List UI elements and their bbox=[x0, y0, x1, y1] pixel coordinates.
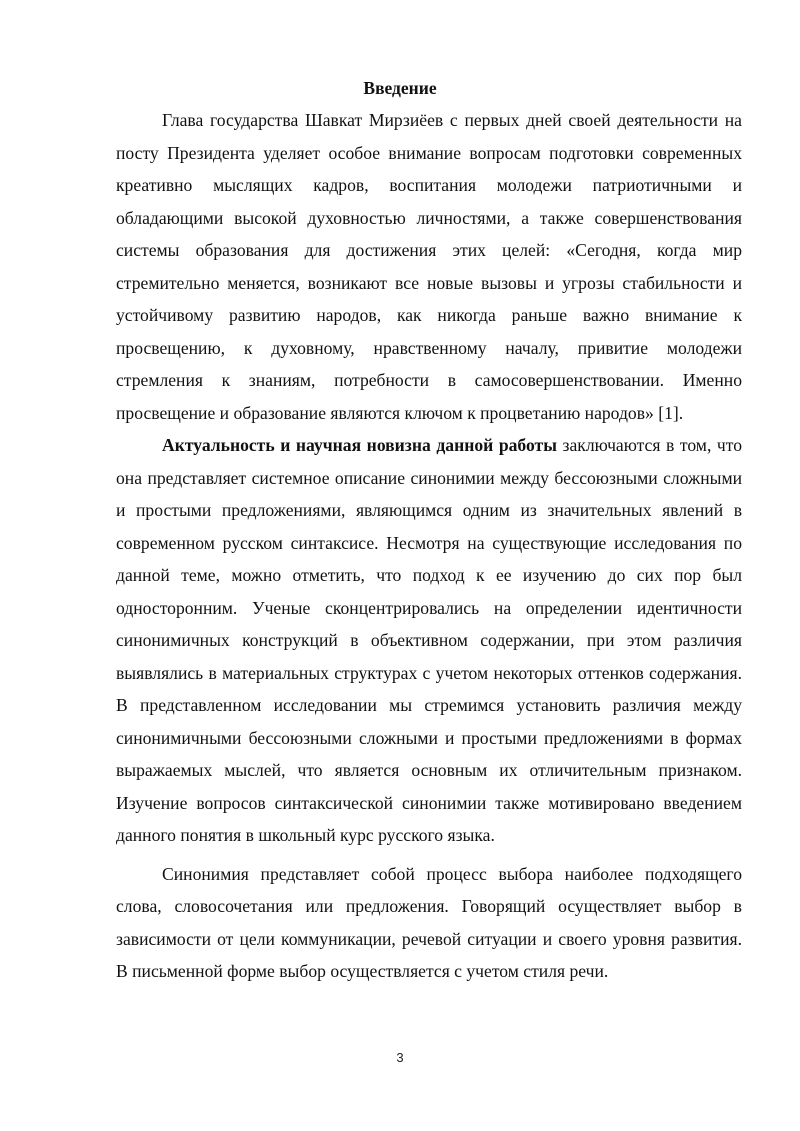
paragraph-text: Синонимия представляет собой процесс выбора наиболее подходящего слова, словосочетания или предложения. Говорящий осуществляет выбор в зависимости от цели коммуникации, речевой ситуации и своего уровня развития. В письменной форме выбор осуществляется с учетом стиля речи. bbox=[116, 863, 742, 981]
paragraph-synonymy bbox=[116, 858, 742, 988]
paragraph-introduction bbox=[116, 104, 742, 429]
document-body bbox=[116, 104, 742, 988]
paragraph-text: заключаются в том, что она представляет системное описание синонимии между бессоюзными сложными и простыми предложениями, являющимся одним из значительных явлений в современном русском синтаксисе. Несмотря на существующие исследования по данной теме, можно отметить, что подход к ее изучению до сих пор был односторонним. Ученые сконцентрировались на определении идентичности синонимичных конструкций в объективном содержании, при этом различия выявлялись в материальных структурах с учетом некоторых оттенков содержания. В представленном исследовании мы стремимся установить различия между синонимичными бессоюзными сложными и простыми предложениями в формах выражаемых мыслей, что является основным их отличительным признаком. Изучение вопросов синтаксической синонимии также мотивировано введением данного понятия в школьный курс русского языка. bbox=[116, 435, 743, 845]
paragraph-bold-lead: Актуальность и научная новизна данной работы bbox=[162, 435, 557, 455]
paragraph-relevance bbox=[116, 429, 742, 852]
page-number: 3 bbox=[396, 1050, 404, 1065]
section-title: Введение bbox=[363, 78, 437, 98]
paragraph-text: Глава государства Шавкат Мирзиёев с первых дней своей деятельности на посту Президента уделяет особое внимание вопросам подготовки современных креативно мыслящих кадров, воспитания молодежи патриотичными и обладающими высокой духовностью личностями, а также совершенствования системы образования для достижения этих целей: «Сегодня, когда мир стремительно меняется, возникают все новые вызовы и угрозы стабильности и устойчивому развитию народов, как никогда раньше важно внимание к просвещению, к духовному, нравственному началу, привитие молодежи стремления к знаниям, потребности в самосовершенствовании. Именно просвещение и образование являются ключом к процветанию народов» [1]. bbox=[116, 110, 742, 423]
